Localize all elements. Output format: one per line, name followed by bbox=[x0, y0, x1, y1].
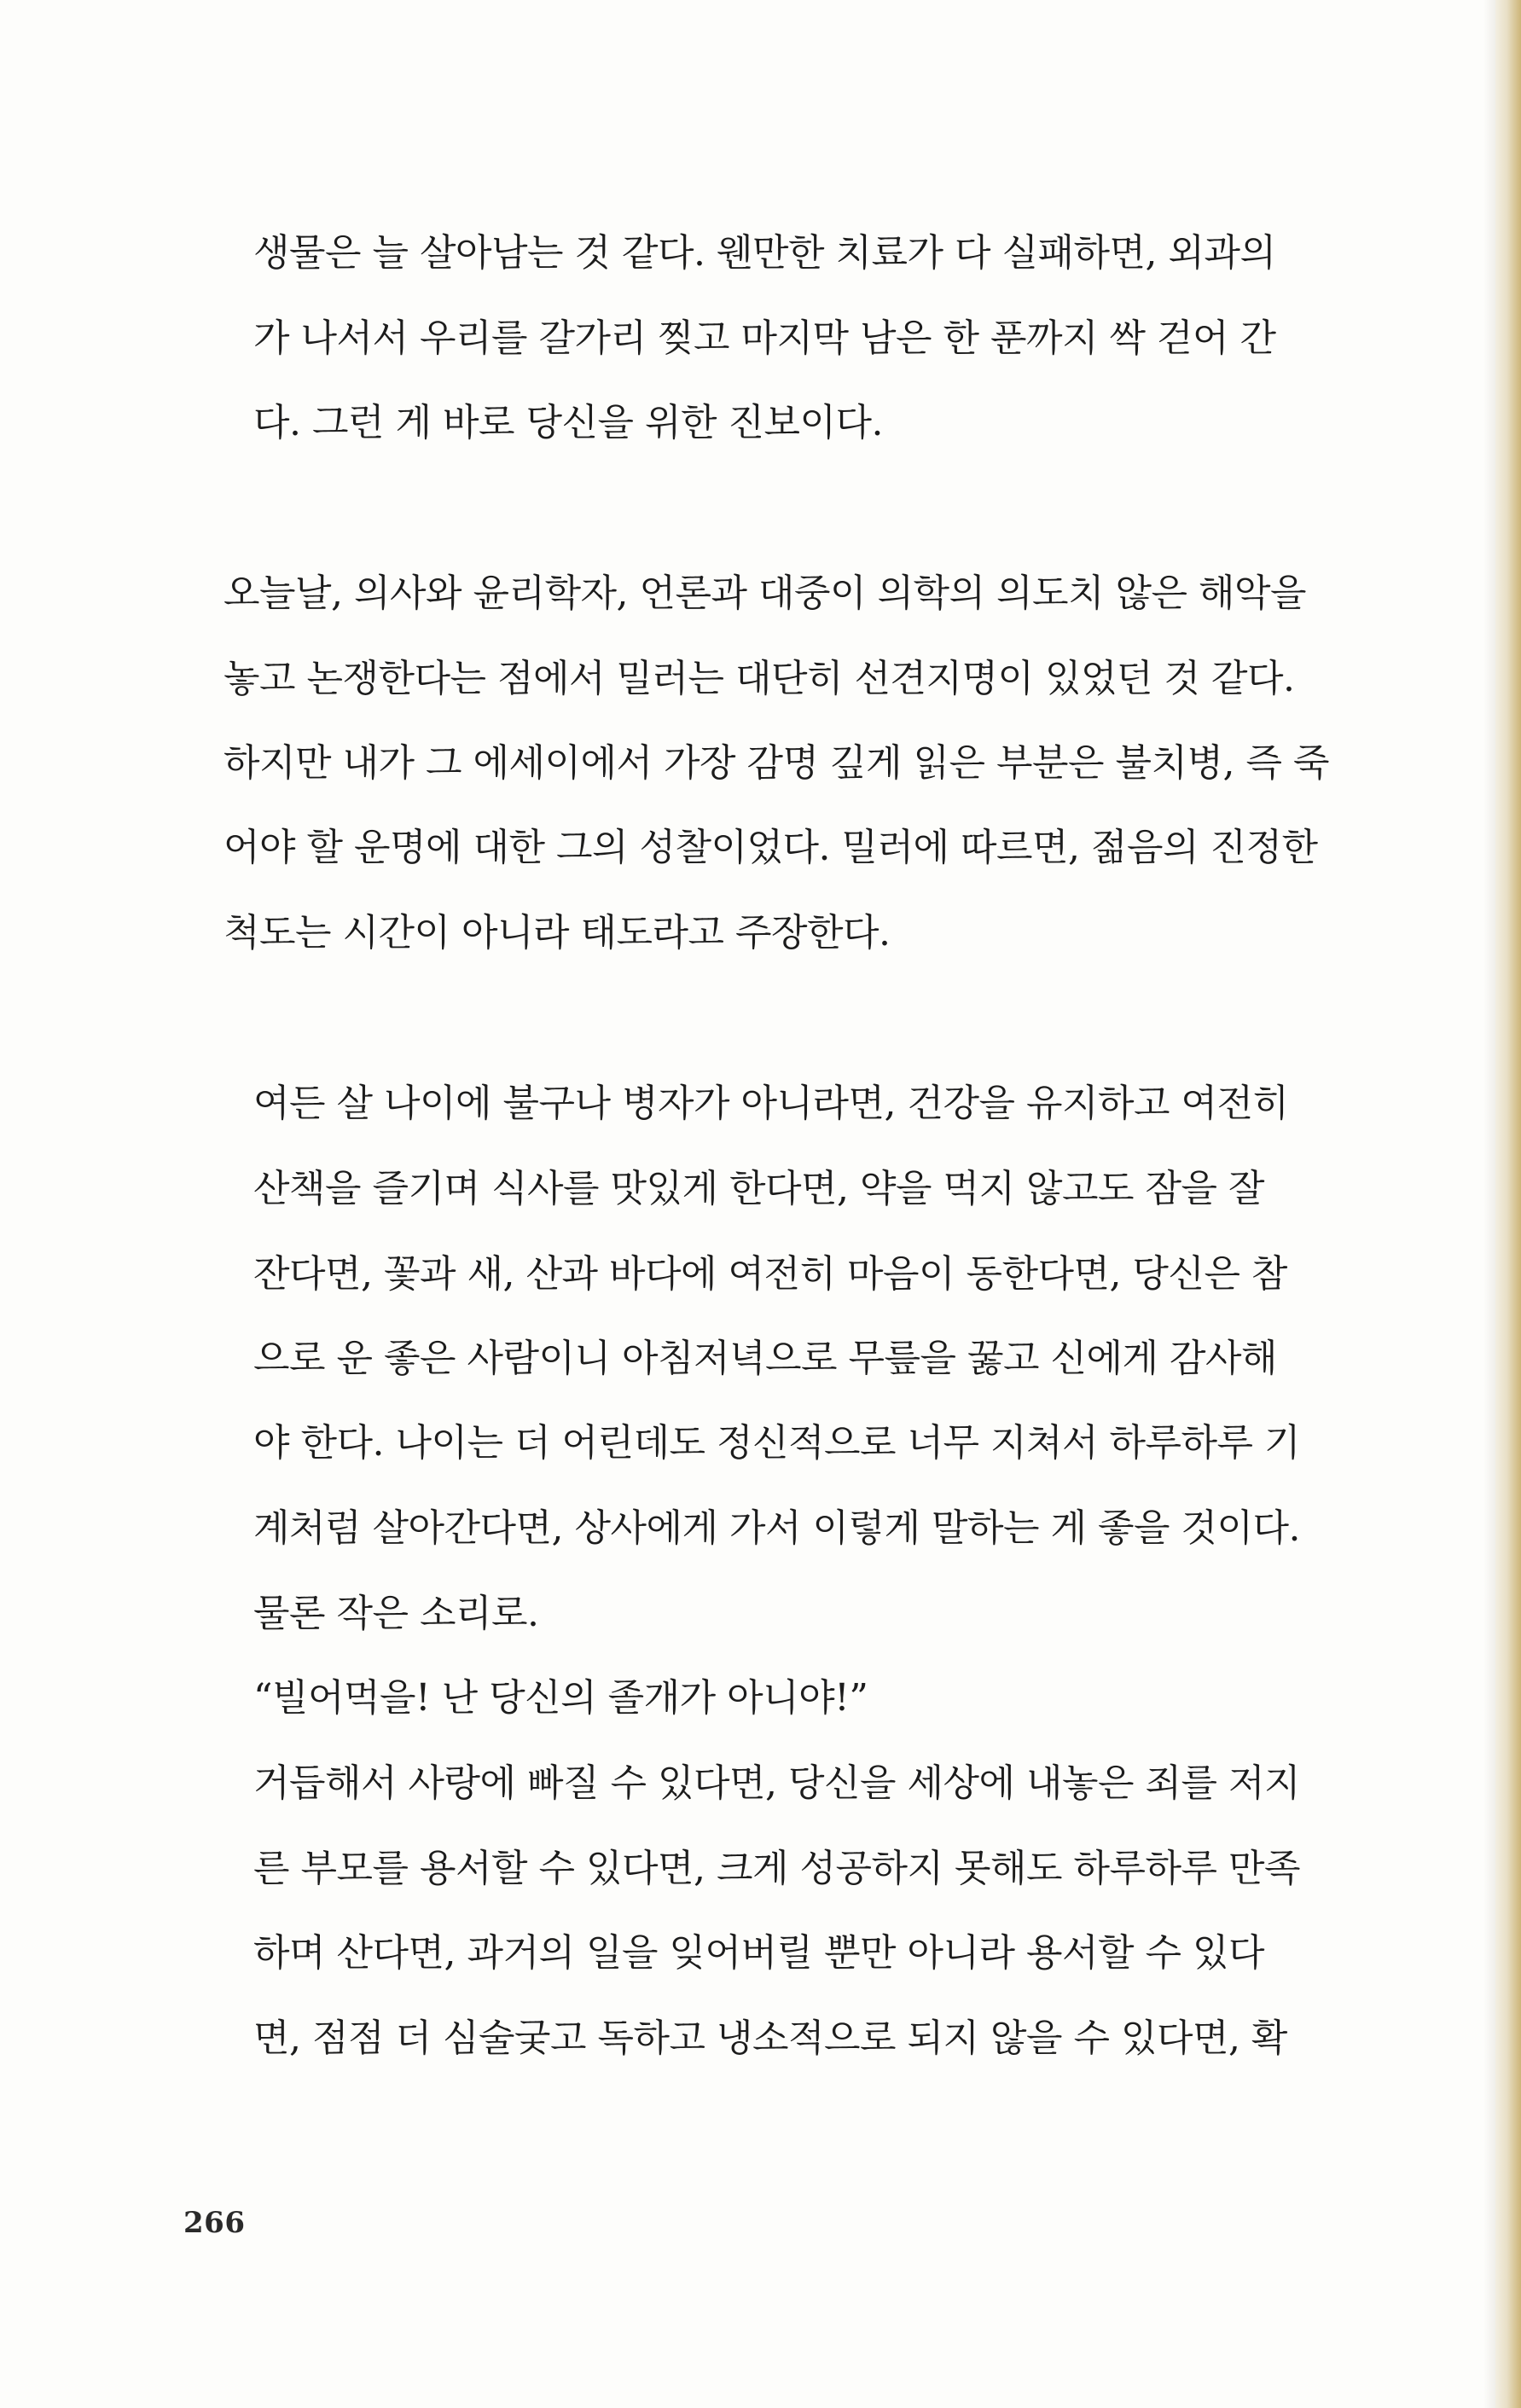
text-line: 가 나서서 우리를 갈가리 찢고 마지막 남은 한 푼까지 싹 걷어 간 bbox=[253, 316, 1276, 360]
text-line: 하며 산다면, 과거의 일을 잊어버릴 뿐만 아니라 용서할 수 있다 bbox=[253, 1931, 1264, 1975]
text-line: 계처럼 살아간다면, 상사에게 가서 이렇게 말하는 게 좋을 것이다. bbox=[253, 1506, 1300, 1550]
text-line: 잔다면, 꽃과 새, 산과 바다에 여전히 마음이 동한다면, 당신은 참 bbox=[253, 1252, 1287, 1296]
text-line: 여든 살 나이에 불구나 병자가 아니라면, 건강을 유지하고 여전히 bbox=[253, 1082, 1289, 1125]
page-edge bbox=[1495, 0, 1521, 2408]
text-line: 야 한다. 나이는 더 어린데도 정신적으로 너무 지쳐서 하루하루 기 bbox=[253, 1421, 1300, 1465]
text-line: 오늘날, 의사와 윤리학자, 언론과 대중이 의학의 의도치 않은 해악을 bbox=[224, 572, 1306, 615]
page-edge-shadow bbox=[1483, 0, 1495, 2408]
text-line: 거듭해서 사랑에 빠질 수 있다면, 당신을 세상에 내놓은 죄를 저지 bbox=[253, 1761, 1300, 1805]
text-line: 하지만 내가 그 에세이에서 가장 감명 깊게 읽은 부분은 불치병, 즉 죽 bbox=[224, 741, 1329, 785]
text-line: 생물은 늘 살아남는 것 같다. 웬만한 치료가 다 실패하면, 외과의 bbox=[253, 231, 1276, 275]
text-line: 놓고 논쟁한다는 점에서 밀러는 대단히 선견지명이 있었던 것 같다. bbox=[224, 657, 1295, 700]
text-line: 면, 점점 더 심술궂고 독하고 냉소적으로 되지 않을 수 있다면, 확 bbox=[253, 2016, 1287, 2060]
text-line: 산책을 즐기며 식사를 맛있게 한다면, 약을 먹지 않고도 잠을 잘 bbox=[253, 1167, 1264, 1210]
text-line: 른 부모를 용서할 수 있다면, 크게 성공하지 못해도 하루하루 만족 bbox=[253, 1847, 1300, 1890]
text-line: 물론 작은 소리로. bbox=[253, 1592, 539, 1635]
text-line: “빌어먹을! 난 당신의 졸개가 아니야!” bbox=[253, 1676, 868, 1720]
text-line: 척도는 시간이 아니라 태도라고 주장한다. bbox=[224, 911, 891, 954]
text-line: 다. 그런 게 바로 당신을 위한 진보이다. bbox=[253, 401, 883, 444]
page-number: 266 bbox=[183, 2206, 246, 2240]
text-line: 어야 할 운명에 대한 그의 성찰이었다. 밀러에 따르면, 젊음의 진정한 bbox=[224, 826, 1318, 869]
text-line: 으로 운 좋은 사람이니 아침저녁으로 무릎을 꿇고 신에게 감사해 bbox=[253, 1337, 1277, 1380]
